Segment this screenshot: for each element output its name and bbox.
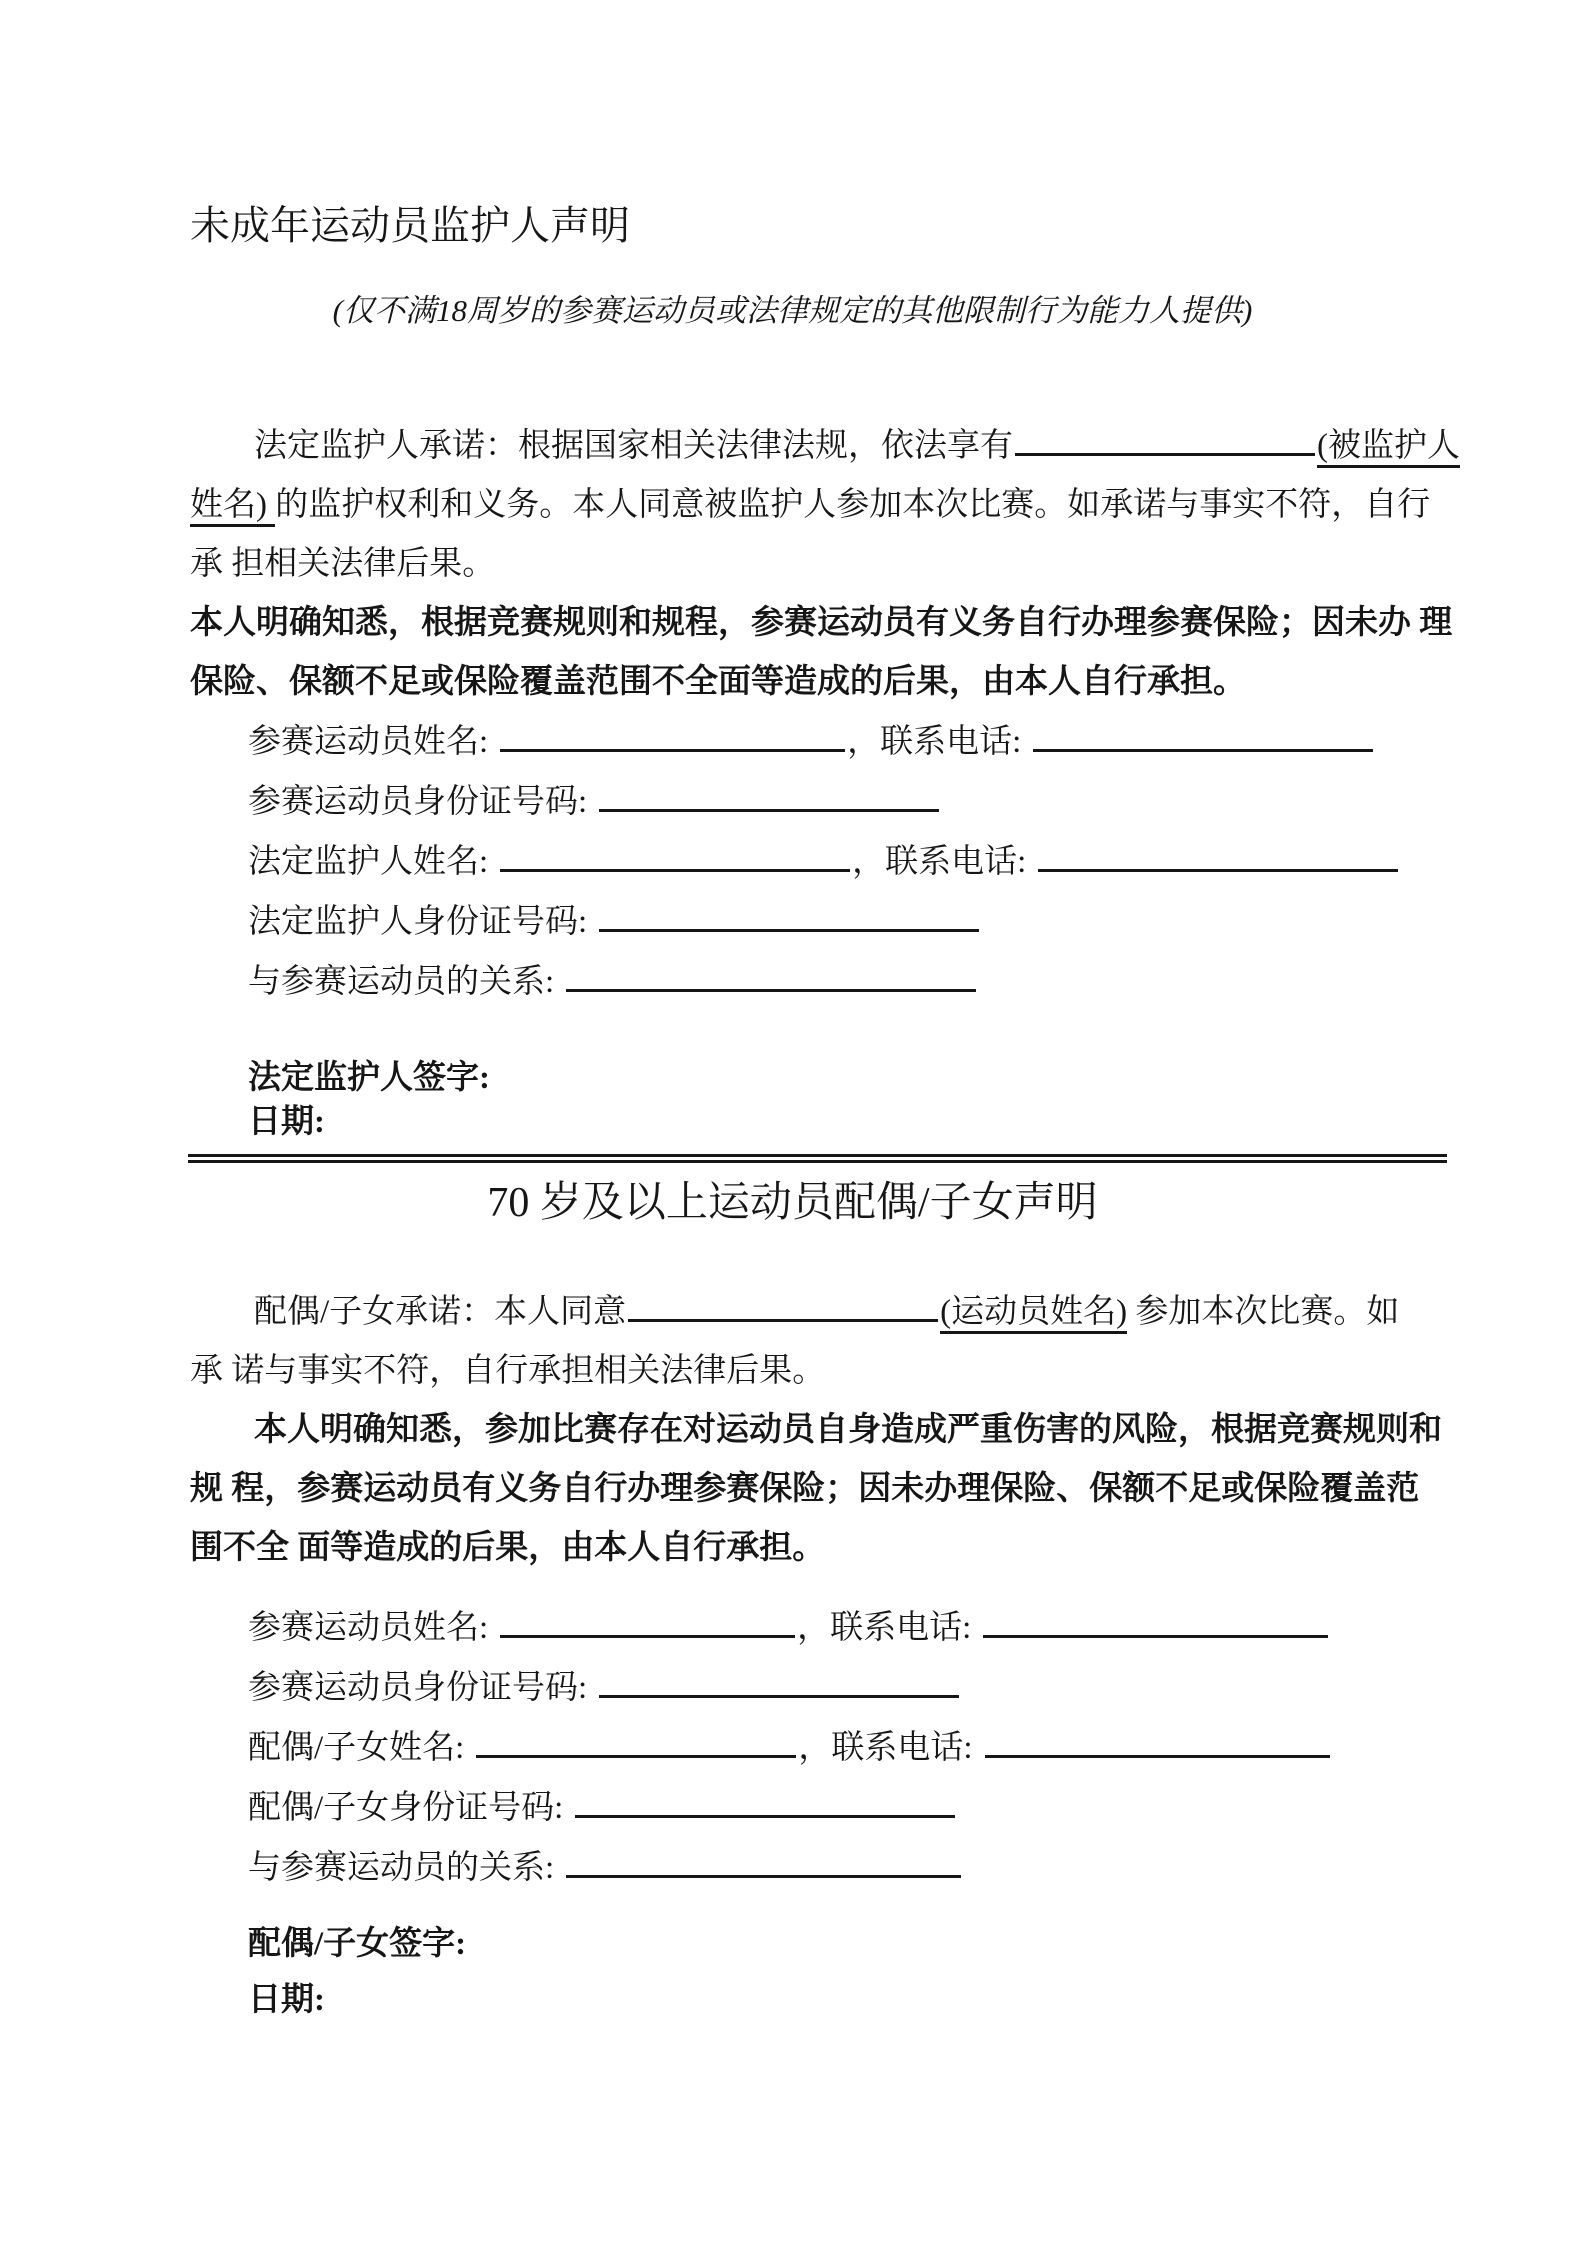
spouse-child-id-blank[interactable] bbox=[575, 1783, 955, 1818]
paragraph-line-bold: 围不全 面等造成的后果，由本人自行承担。 bbox=[190, 1530, 826, 1566]
paragraph-text: 的监护权利和义务。本人同意被监护人参加本次比赛。如承诺与事实不符，自行 bbox=[275, 487, 1431, 523]
field-label: 参赛运动员身份证号码: bbox=[248, 784, 588, 820]
paragraph-line bbox=[190, 1283, 1400, 1342]
underlined-text: (运动员姓名) bbox=[940, 1294, 1127, 1334]
guardian-name-field-blank[interactable] bbox=[500, 837, 850, 872]
athlete-name-blank-2[interactable] bbox=[500, 1603, 795, 1638]
field-row bbox=[248, 712, 1397, 772]
date-label: 日期: bbox=[248, 1982, 325, 2018]
guardian-signature-label: 法定监护人签字: bbox=[248, 1060, 490, 1096]
athlete-phone-blank[interactable] bbox=[1033, 717, 1373, 752]
section2-fields bbox=[190, 1598, 1397, 1898]
spouse-child-phone-blank[interactable] bbox=[985, 1723, 1330, 1758]
field-label: 配偶/子女身份证号码: bbox=[248, 1790, 564, 1826]
field-label: ，联系电话: bbox=[852, 844, 1027, 880]
paragraph-text: 参加本次比赛。如 bbox=[1127, 1294, 1400, 1330]
date-label: 日期: bbox=[248, 1104, 325, 1140]
field-label: ，联系电话: bbox=[847, 724, 1022, 760]
section1-fields bbox=[190, 712, 1397, 1012]
field-label: ，联系电话: bbox=[797, 1610, 972, 1646]
field-row bbox=[248, 1598, 1397, 1658]
section1-body bbox=[190, 417, 1460, 712]
spouse-child-name-blank[interactable] bbox=[476, 1723, 796, 1758]
field-row bbox=[248, 1658, 1397, 1718]
field-label: 配偶/子女姓名: bbox=[248, 1730, 465, 1766]
section-divider bbox=[188, 1154, 1447, 1163]
ward-name-blank[interactable] bbox=[1015, 421, 1315, 456]
paragraph-line-bold: 规 程，参赛运动员有义务自行办理参赛保险；因未办理保险、保额不足或保险覆盖范 bbox=[190, 1471, 1420, 1507]
paragraph-line-bold: 本人明确知悉，参加比赛存在对运动员自身造成严重伤害的风险，根据竞赛规则和 bbox=[254, 1412, 1442, 1448]
field-row bbox=[248, 772, 1397, 832]
athlete-id-blank[interactable] bbox=[599, 777, 939, 812]
athlete-name-inline-blank[interactable] bbox=[628, 1287, 938, 1322]
section1-subtitle: (仅不满18周岁的参赛运动员或法律规定的其他限制行为能力人提供) bbox=[332, 293, 1253, 328]
athlete-name-blank[interactable] bbox=[500, 717, 845, 752]
paragraph-text: 配偶/子女承诺：本人同意 bbox=[254, 1294, 627, 1330]
paragraph-line-bold: 保险、保额不足或保险覆盖范围不全面等造成的后果，由本人自行承担。 bbox=[190, 664, 1246, 700]
underlined-text: (被监护人 bbox=[1317, 428, 1460, 468]
field-row bbox=[248, 832, 1397, 892]
field-label: 与参赛运动员的关系: bbox=[248, 1850, 555, 1886]
field-label: 参赛运动员姓名: bbox=[248, 1610, 489, 1646]
field-row bbox=[248, 1718, 1397, 1778]
field-label: 法定监护人姓名: bbox=[248, 844, 489, 880]
section1-signature-block bbox=[190, 1056, 1397, 1144]
field-row bbox=[248, 952, 1397, 1012]
paragraph-line bbox=[190, 476, 1431, 535]
field-row bbox=[248, 892, 1397, 952]
section2-title: 70 岁及以上运动员配偶/子女声明 bbox=[487, 1180, 1098, 1226]
section1-title: 未成年运动员监护人声明 bbox=[190, 203, 630, 248]
field-label: 与参赛运动员的关系: bbox=[248, 964, 555, 1000]
paragraph-line: 承 诺与事实不符，自行承担相关法律后果。 bbox=[190, 1353, 826, 1389]
paragraph-text: 法定监护人承诺：根据国家相关法律法规，依法享有 bbox=[254, 428, 1013, 464]
spouse-child-signature-label: 配偶/子女签字: bbox=[248, 1926, 467, 1962]
paragraph-line: 承 担相关法律后果。 bbox=[190, 546, 496, 582]
field-row bbox=[248, 1778, 1397, 1838]
athlete-phone-blank-2[interactable] bbox=[983, 1603, 1328, 1638]
athlete-id-blank-2[interactable] bbox=[599, 1663, 959, 1698]
field-label: 法定监护人身份证号码: bbox=[248, 904, 588, 940]
guardian-id-blank[interactable] bbox=[599, 897, 979, 932]
field-label: ，联系电话: bbox=[798, 1730, 973, 1766]
paragraph-line bbox=[190, 417, 1460, 476]
field-label: 参赛运动员身份证号码: bbox=[248, 1670, 588, 1706]
guardian-phone-blank[interactable] bbox=[1038, 837, 1398, 872]
section2-body bbox=[190, 1283, 1442, 1578]
relationship-blank[interactable] bbox=[566, 957, 976, 992]
field-row bbox=[248, 1838, 1397, 1898]
relationship-blank-2[interactable] bbox=[566, 1843, 961, 1878]
paragraph-line-bold: 本人明确知悉，根据竞赛规则和规程，参赛运动员有义务自行办理参赛保险；因未办 理 bbox=[190, 605, 1453, 641]
section2-signature-block bbox=[190, 1916, 1397, 2028]
underlined-text: 姓名) bbox=[190, 487, 275, 527]
field-label: 参赛运动员姓名: bbox=[248, 724, 489, 760]
